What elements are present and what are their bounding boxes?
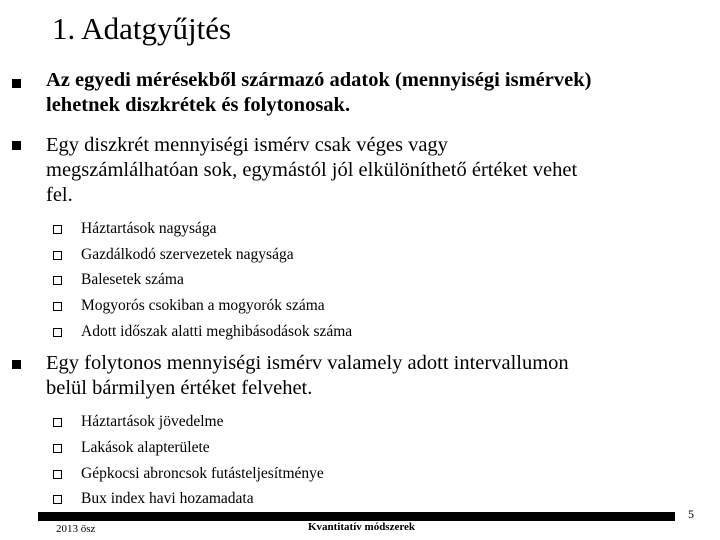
- checkbox-bullet-icon: [53, 225, 62, 234]
- checkbox-bullet-icon: [53, 302, 62, 311]
- checkbox-bullet-icon: [53, 251, 62, 260]
- bullet-1-line-2: lehetnek diszkrétek és folytonosak.: [46, 94, 351, 116]
- checkbox-bullet-icon: [53, 418, 62, 427]
- bullet-1-line-1: Az egyedi mérésekből származó adatok (mennyiségi ismérvek): [46, 69, 592, 91]
- sub-item: Adott időszak alatti meghibásodások száma: [81, 323, 353, 340]
- checkbox-bullet-icon: [53, 470, 62, 479]
- bullet-2-text: [46, 133, 706, 208]
- sub-item: Háztartások jövedelme: [81, 413, 224, 430]
- sub-item: Lakások alapterülete: [81, 439, 210, 456]
- checkbox-bullet-icon: [53, 444, 62, 453]
- bullet-1-text: [46, 68, 706, 118]
- footer-date: 2013 ősz: [56, 523, 96, 535]
- bullet-marker: [12, 79, 21, 88]
- bullet-3-line-1: Egy folytonos mennyiségi ismérv valamely adott intervallumon: [46, 352, 569, 374]
- footer-bar: [38, 512, 675, 521]
- sub-item: Gépkocsi abroncsok futásteljesítménye: [81, 465, 324, 482]
- bullet-marker: [12, 360, 21, 369]
- bullet-2-line-1: Egy diszkrét mennyiségi ismérv csak véges vagy: [46, 134, 448, 156]
- sub-item: Háztartások nagysága: [81, 220, 217, 237]
- checkbox-bullet-icon: [53, 276, 62, 285]
- checkbox-bullet-icon: [53, 328, 62, 337]
- sub-item: Gazdálkodó szervezetek nagysága: [81, 246, 294, 263]
- bullet-3-line-2: belül bármilyen értéket felvehet.: [46, 377, 313, 399]
- bullet-3-text: [46, 351, 706, 401]
- bullet-2-line-3: fel.: [46, 184, 73, 206]
- bullet-marker: [12, 141, 21, 150]
- bullet-2-line-2: megszámlálhatóan sok, egymástól jól elkülöníthető értéket vehet: [46, 159, 578, 181]
- slide-title: 1. Adatgyűjtés: [52, 11, 232, 46]
- sub-item: Bux index havi hozamadata: [81, 490, 254, 507]
- sub-item: Mogyorós csokiban a mogyorók száma: [81, 297, 325, 314]
- checkbox-bullet-icon: [53, 495, 62, 504]
- sub-item: Balesetek száma: [81, 271, 184, 288]
- page-number: 5: [688, 507, 694, 521]
- footer-course-name: Kvantitatív módszerek: [308, 521, 416, 533]
